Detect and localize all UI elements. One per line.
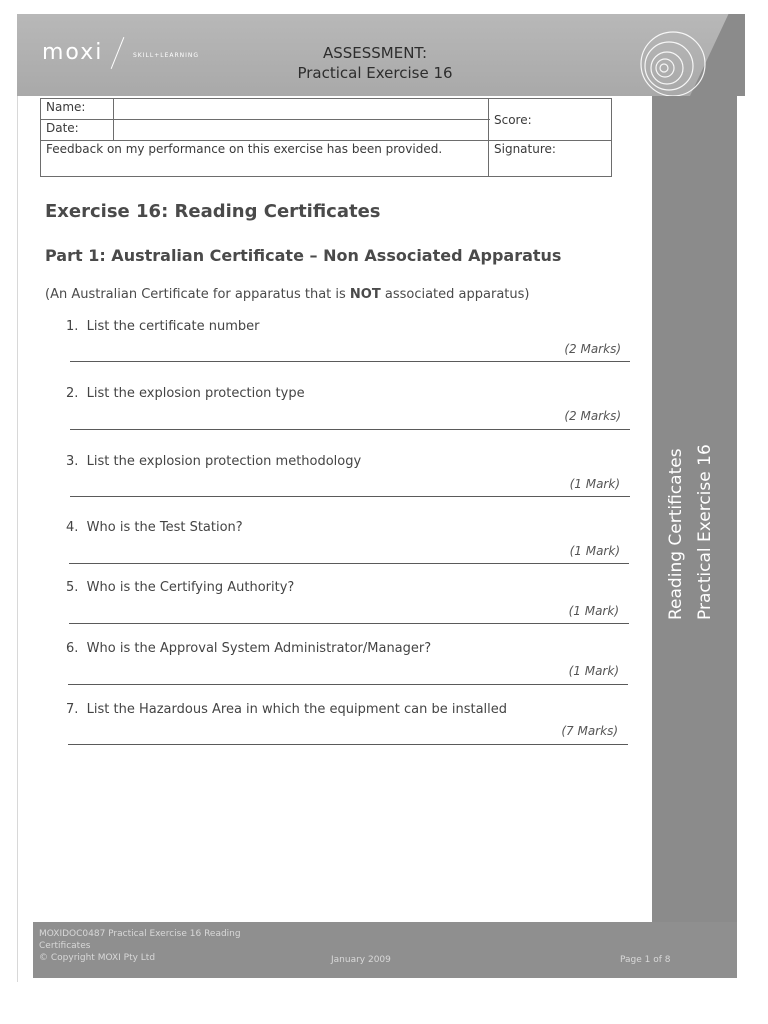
spiral-logo-icon bbox=[633, 26, 713, 98]
answer-line-5[interactable] bbox=[69, 623, 629, 624]
footer-date: January 2009 bbox=[331, 955, 391, 965]
question-number: 1. bbox=[66, 319, 79, 334]
side-band-text bbox=[662, 420, 720, 620]
question-text: List the Hazardous Area in which the equipment can be installed bbox=[86, 702, 508, 717]
question-4-marks: (1 Mark) bbox=[569, 544, 620, 558]
question-number: 4. bbox=[66, 520, 79, 535]
answer-line-1[interactable] bbox=[70, 361, 630, 362]
footer-doc-id: MOXIDOC0487 Practical Exercise 16 Reading bbox=[39, 929, 241, 939]
date-field[interactable] bbox=[114, 120, 489, 141]
question-number: 7. bbox=[66, 702, 79, 717]
name-label: Name: bbox=[41, 99, 114, 120]
logo-tagline: SKILL+LEARNING bbox=[133, 52, 200, 59]
student-info-table bbox=[40, 98, 612, 177]
question-7-marks: (7 Marks) bbox=[561, 724, 618, 738]
question-7 bbox=[66, 702, 507, 717]
note-before: (An Australian Certificate for apparatus that is bbox=[45, 287, 350, 302]
question-6 bbox=[66, 641, 431, 656]
question-3 bbox=[66, 454, 361, 469]
answer-line-6[interactable] bbox=[68, 684, 628, 685]
question-5-marks: (1 Mark) bbox=[568, 604, 619, 618]
feedback-label: Feedback on my performance on this exercise has been provided. bbox=[41, 141, 489, 177]
question-5 bbox=[66, 580, 294, 595]
assessment-title-line2: Practical Exercise 16 bbox=[297, 64, 453, 82]
answer-line-2[interactable] bbox=[70, 429, 630, 430]
question-6-marks: (1 Mark) bbox=[568, 664, 619, 678]
name-field[interactable] bbox=[114, 99, 489, 120]
question-number: 6. bbox=[66, 641, 79, 656]
question-3-marks: (1 Mark) bbox=[569, 477, 620, 491]
note-after: associated apparatus) bbox=[380, 287, 530, 302]
footer-doc-info bbox=[39, 928, 319, 964]
question-number: 2. bbox=[66, 386, 79, 401]
footer-doc-title-cont: Certificates bbox=[39, 941, 91, 951]
exercise-title: Exercise 16: Reading Certificates bbox=[45, 201, 381, 222]
question-text: List the certificate number bbox=[86, 319, 260, 334]
signature-label: Signature: bbox=[489, 141, 612, 177]
question-1-marks: (2 Marks) bbox=[564, 342, 621, 356]
answer-line-3[interactable] bbox=[70, 496, 630, 497]
footer-copyright: © Copyright MOXI Pty Ltd bbox=[39, 953, 156, 963]
question-text: List the explosion protection type bbox=[86, 386, 305, 401]
question-number: 5. bbox=[66, 580, 79, 595]
note-bold: NOT bbox=[349, 287, 381, 302]
answer-line-7[interactable] bbox=[68, 744, 628, 745]
footer-page-number: Page 1 of 8 bbox=[620, 955, 671, 965]
side-band-line2: Practical Exercise 16 bbox=[695, 444, 715, 620]
footer-band bbox=[33, 922, 737, 978]
question-2 bbox=[66, 386, 305, 401]
question-text: Who is the Certifying Authority? bbox=[86, 580, 295, 595]
part-title: Part 1: Australian Certificate – Non Associated Apparatus bbox=[45, 246, 562, 265]
assessment-title bbox=[255, 43, 495, 83]
instruction-note bbox=[45, 287, 529, 302]
side-band-line1: Reading Certificates bbox=[666, 448, 686, 620]
question-1 bbox=[66, 319, 259, 334]
answer-line-4[interactable] bbox=[69, 563, 629, 564]
question-text: List the explosion protection methodology bbox=[86, 454, 362, 469]
question-4 bbox=[66, 520, 243, 535]
score-label: Score: bbox=[489, 99, 612, 141]
question-text: Who is the Approval System Administrator/Manager? bbox=[86, 641, 432, 656]
question-2-marks: (2 Marks) bbox=[564, 409, 621, 423]
logo-text: moxi bbox=[42, 40, 104, 65]
question-number: 3. bbox=[66, 454, 79, 469]
assessment-title-line1: ASSESSMENT: bbox=[322, 44, 428, 62]
date-label: Date: bbox=[41, 120, 114, 141]
question-text: Who is the Test Station? bbox=[86, 520, 243, 535]
